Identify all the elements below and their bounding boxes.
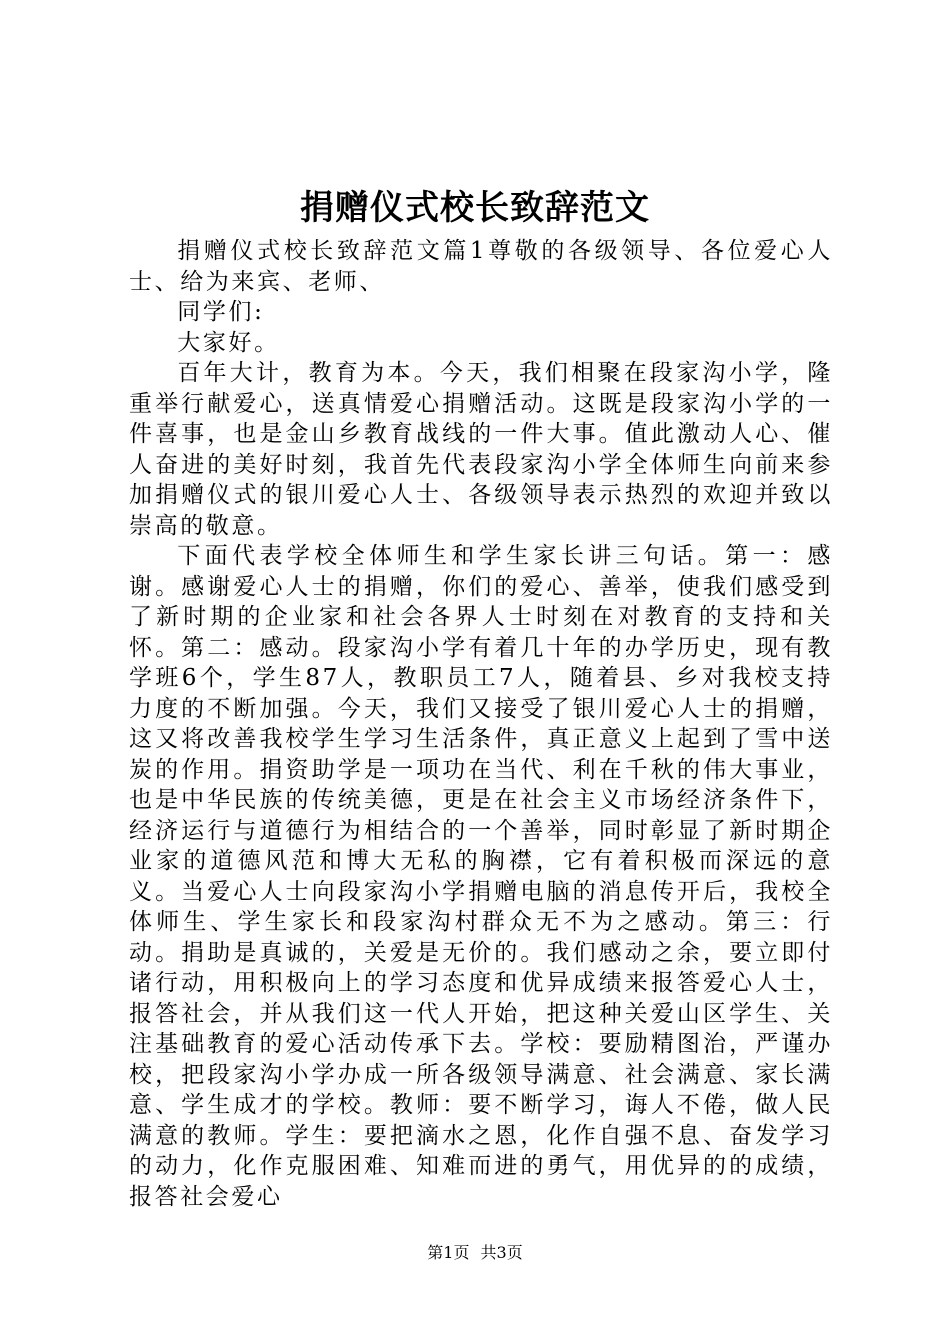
page-total: 共3页 bbox=[480, 1243, 523, 1262]
paragraph: 捐赠仪式校长致辞范文篇1尊敬的各级领导、各位爱心人士、给为来宾、老师、 bbox=[129, 238, 833, 295]
document-body bbox=[129, 236, 833, 1212]
paragraph: 百年大计，教育为本。今天，我们相聚在段家沟小学，隆重举行献爱心，送真情爱心捐赠活动。这既是段家沟小学的一件喜事，也是金山乡教育战线的一件大事。值此激动人心、催人奋进的美好时刻，我首先代表段家沟小学全体师生向前来参加捐赠仪式的银川爱心人士、各级领导表示热烈的欢迎并致以崇高的敬意。 bbox=[129, 360, 833, 539]
paragraph: 同学们: bbox=[177, 299, 265, 325]
paragraph: 下面代表学校全体师生和学生家长讲三句话。第一：感谢。感谢爱心人士的捐赠，你们的爱心、善举，使我们感受到了新时期的企业家和社会各界人士时刻在对教育的支持和关怀。第二：感动。段家沟小学有着几十年的办学历史，现有教学班6个，学生87人，教职员工7人，随着县、乡对我校支持力度的不断加强。今天，我们又接受了银川爱心人士的捐赠，这又将改善我校学生学习生活条件，真正意义上起到了雪中送炭的作用。捐资助学是一项功在当代、利在千秋的伟大事业，也是中华民族的传统美德，更是在社会主义市场经济条件下，经济运行与道德行为相结合的一个善举，同时彰显了新时期企业家的道德风范和博大无私的胸襟，它有着积极而深远的意义。当爱心人士向段家沟小学捐赠电脑的消息传开后，我校全体师生、学生家长和段家沟村群众无不为之感动。第三：行动。捐助是真诚的，关爱是无价的。我们感动之余，要立即付诸行动，用积极向上的学习态度和优异成绩来报答爱心人士，报答社会，并从我们这一代人开始，把这种关爱山区学生、关注基础教育的爱心活动传承下去。学校：要励精图治，严谨办校，把段家沟小学办成一所各级领导满意、社会满意、家长满意、学生成才的学校。教师：要不断学习，诲人不倦，做人民满意的教师。学生：要把滴水之恩，化作自强不息、奋发学习的动力，化作克服困难、知难而进的勇气，用优异的的成绩，报答社会爱心 bbox=[129, 543, 833, 1210]
page-number: 第1页 bbox=[427, 1243, 470, 1262]
page-footer bbox=[0, 1243, 950, 1263]
document-title: 捐赠仪式校长致辞范文 bbox=[300, 188, 650, 228]
paragraph: 大家好。 bbox=[177, 329, 280, 356]
